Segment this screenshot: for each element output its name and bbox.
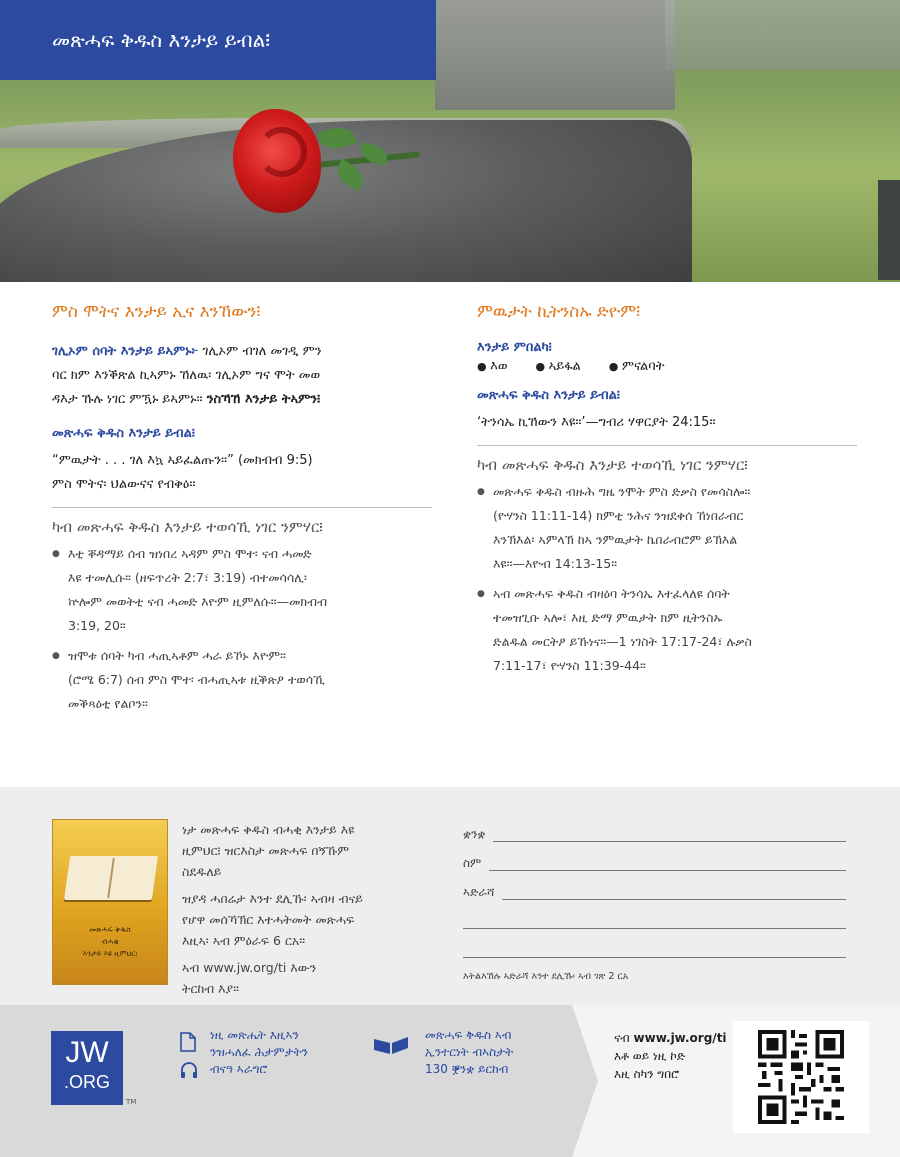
left-heading: ምስ ሞትና እንታይ ኢና እንኸውን፧: [52, 302, 261, 322]
bible-says-heading: መጽሓፍ ቅዱስ እንታይ ይብል፧: [477, 388, 620, 403]
open-bible-icon: [64, 856, 158, 900]
headphones-icon: [180, 1061, 198, 1083]
intro-question: ንስኻኸ እንታይ ትኣምን፧: [206, 392, 321, 407]
intro-text: ገሊኦም ብገለ መገዲ ምን: [202, 344, 322, 359]
divider: [52, 507, 432, 508]
document-icon: [180, 1032, 196, 1056]
list-item: ● ዝሞቱ ሰባት ካብ ሓጢኣቶም ሓራ ይኾኑ እዮም። (ሮሜ 6:7) ሰብ ምስ ሞተ፡ ብሓጢኣቱ ዚቕጽዖ ተወሳኺ መቕጻዕቲ የልቦን።: [52, 644, 432, 716]
footer: [0, 1005, 900, 1157]
background-headstone: [435, 0, 675, 110]
bible-quote: “ምዉታት . . . ገለ እኳ ኣይፈልጡን።” (መክብብ 9:5): [52, 453, 313, 468]
option-no[interactable]: ● ኣይፋል: [536, 359, 581, 374]
intro-lead: ገሊኦም ሰባት እንታይ ይኣምኑ፦: [52, 344, 199, 359]
request-form: [463, 813, 846, 958]
list-item: ● መጽሓፍ ቅዱስ ብዙሕ ግዜ ንሞት ምስ ድቃስ የመሳስሎ። (ዮሃንስ 11:11-14) ክምቲ ንሕና ንዝደቀሰ ኸነበራብር እንኽእል፡ ኣምላኽ ከኣ ንምዉታት ኬበራብሮም ይኽእል እዩ።—እዮብ 14:13-15።: [477, 480, 857, 576]
address-note: እትልእኸሉ ኣድራሻ እንተ ደሊኹ፡ ኣብ ገጽ 2 ርአ: [463, 971, 629, 982]
list-item: ● ኣብ መጽሓፍ ቅዱስ ብዛዕባ ትንሳኤ እተፈላለዩ ሰባት ተመዝጊቡ ኣሎ፣ እዚ ድማ ምዉታት ክም ዚትንስኡ ድልዱል መርትዖ ይኹነና።—1 ነገስት 17:17-24፣ ሉቃስ 7:11-17፣ ዮሃንስ 11:39-44።: [477, 582, 857, 678]
request-panel: [0, 787, 900, 1005]
bible-quote: ‘ትንሳኤ ኪኸውን እዩ።’—ግብሪ ሃዋርያት 24:15።: [477, 415, 716, 430]
address-field-line-2[interactable]: [463, 915, 846, 929]
intro-text: ዳእታ ኹሉ ነገር ምዃኑ ይኣምኑ።: [52, 392, 203, 407]
right-column: [477, 302, 857, 684]
name-label: ስም: [463, 856, 482, 870]
option-yes[interactable]: ● እወ: [477, 359, 508, 374]
listen-link[interactable]: ብናዓ ኣራግሮ: [210, 1062, 268, 1076]
address-field-line-3[interactable]: [463, 944, 846, 958]
hero-banner-title: መጽሓፍ ቅዱስ እንታይ ይብል፧: [0, 0, 436, 80]
list-item: ● እቲ ቐዳማይ ሰብ ዝነበረ ኣዳም ምስ ሞተ፡ ናብ ሓመድ እዩ ተመሊሱ። (ዘፍጥረት 2:7፣ 3:19) ብተመሳሳሊ፡ ኵሎም መወትቲ ናብ ሓመድ እዮም ዚምለሱ።—መክብብ 3:19, 20።: [52, 542, 432, 638]
background-headstone: [665, 0, 900, 70]
hero-photo: [0, 0, 900, 282]
left-column: [52, 302, 432, 722]
option-maybe[interactable]: ● ምናልባት: [609, 359, 665, 374]
right-heading: ምዉታት ኪትንስኡ ድዮም፧: [477, 302, 641, 322]
divider: [477, 445, 857, 446]
qr-code[interactable]: [733, 1021, 869, 1133]
learn-heading: ካብ መጽሓፍ ቅዱስ እንታይ ተወሳኺ ነገር ንምሃር፧: [477, 456, 748, 474]
language-field[interactable]: [493, 828, 846, 842]
bible-says-heading: መጽሓፍ ቅዱስ እንታይ ይብል፧: [52, 426, 195, 441]
intro-text: ባር ክም እንቕጽል ኪኣምኑ ኸለዉ፡ ገሊኦም ግና ሞት መወ: [52, 368, 321, 383]
rose-icon: [225, 105, 425, 225]
book-title: መጽሓፍ ቅዱስ ብሓቂ እንታይ እዩ ዚምህር፧: [82, 925, 138, 958]
jw-org-logo[interactable]: JW .ORG: [51, 1031, 123, 1105]
bible-summary: ምስ ሞትና፡ ህልውናና የብቅዕ።: [52, 477, 196, 492]
online-bible-link[interactable]: መጽሓፍ ቅዱስ ኣብ ኢንተርነት ብኣስታት 130 ቛንቋ ይርከብ: [425, 1028, 514, 1076]
offer-text: [182, 819, 432, 1005]
trademark: TM: [126, 1098, 137, 1106]
intro-paragraph: [52, 340, 432, 412]
offer-online: ኣብ www.jw.org/ti እውን ትርከብ እያ።: [182, 960, 317, 996]
address-label: ኣድራሻ: [463, 885, 495, 899]
learn-heading: ካብ መጽሓፍ ቅዱስ እንታይ ተወሳኺ ነገር ንምሃር፧: [52, 518, 323, 536]
website-link[interactable]: www.jw.org/ti: [633, 1031, 727, 1045]
open-book-icon: [372, 1035, 410, 1059]
address-field[interactable]: [502, 886, 846, 900]
headstone-edge: [878, 180, 900, 280]
qr-code-icon: [758, 1030, 844, 1124]
what-answer-heading: እንታይ ምበልካ፧: [477, 340, 552, 355]
visit-text: ናብ www.jw.org/ti እቶ ወይ ነዚ ኮድ እዚ ስካን ግበሮ: [614, 1031, 727, 1081]
book-cover: [52, 819, 168, 985]
language-label: ቋንቋ: [463, 827, 486, 841]
offer-request: ነታ መጽሓፍ ቅዱስ ብሓቂ እንታይ እዩ ዚምህር፧ ዝርእስታ መጽሓፍ በኝኹም ስደዱለይ: [182, 822, 355, 879]
name-field[interactable]: [489, 857, 846, 871]
answer-options: [477, 359, 857, 374]
read-magazines-link[interactable]: ነዚ መጽሔት እዚኣን ንዝሓለፈ ሕታምታትን: [210, 1028, 308, 1059]
offer-info: ዝያዳ ሓበሬታ እንተ ደሊኹ፡ ኣብዛ ብናይ የሆዋ መሰኻኽር እተሓትመት መጽሓፍ እዚኣ፡ ኣብ ምዕራፍ 6 ርአ።: [182, 891, 363, 948]
